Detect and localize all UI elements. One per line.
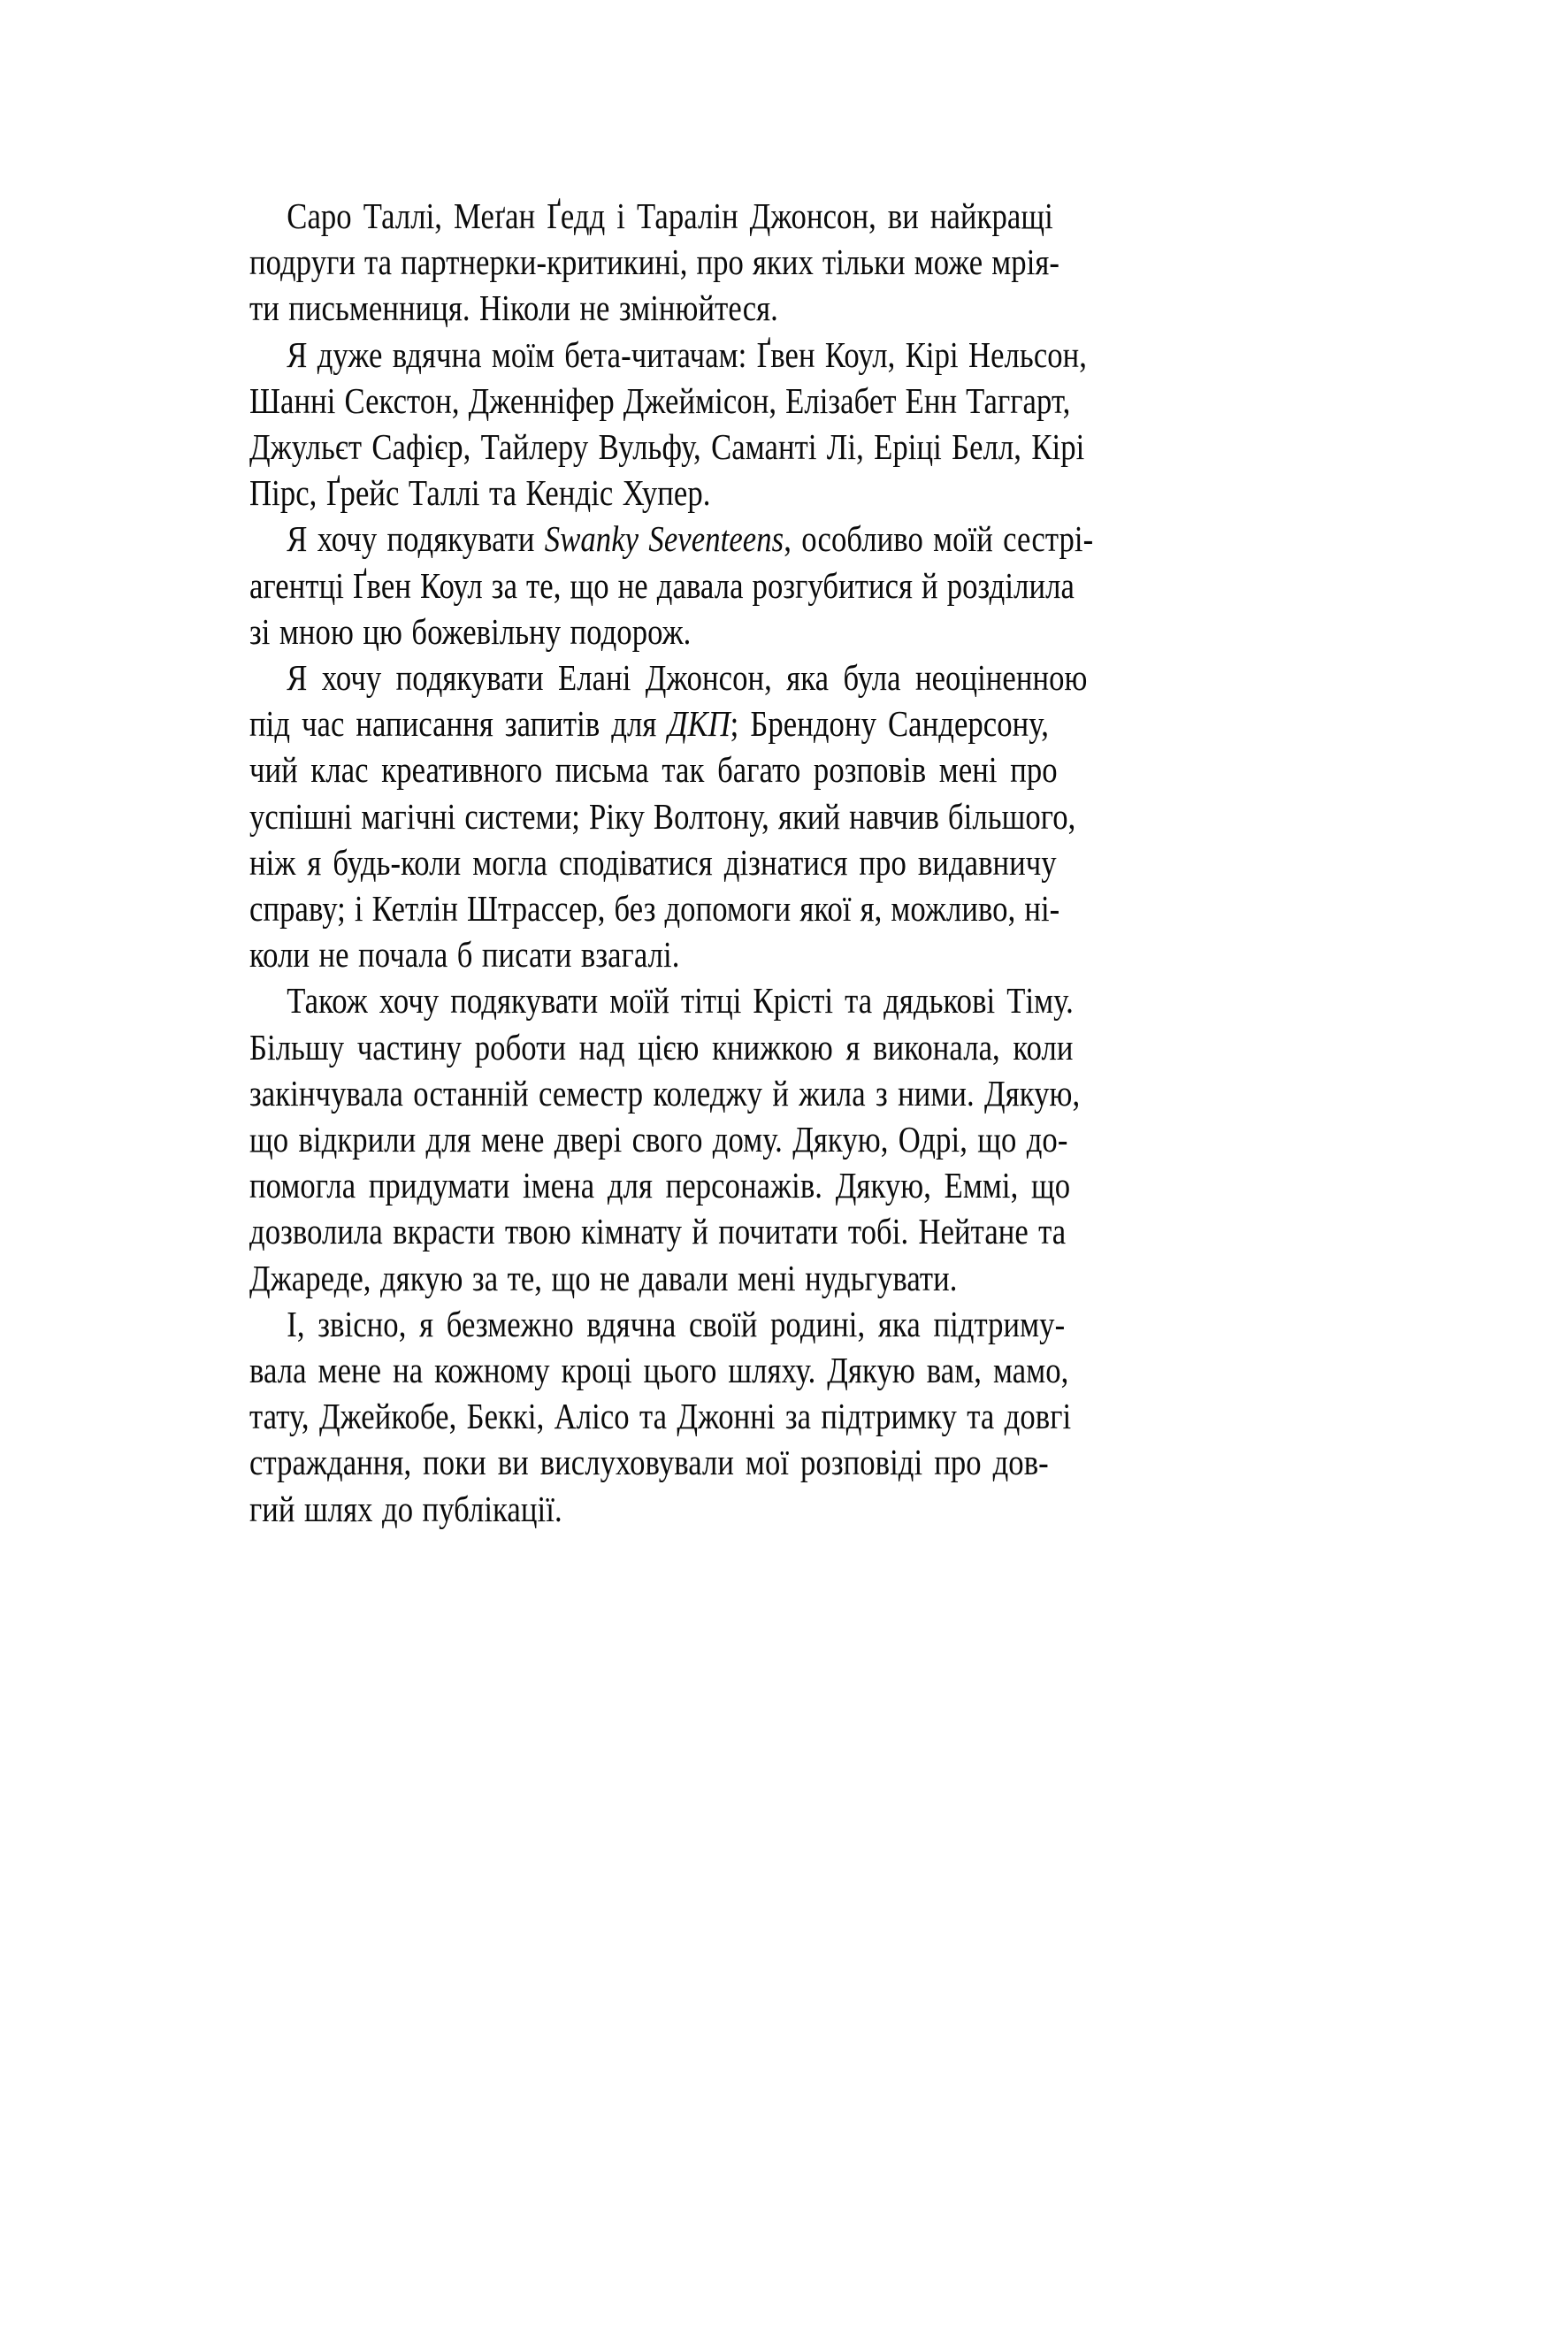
paragraph [249, 654, 1319, 977]
text-line: коли не почала б писати взагалі. [249, 934, 680, 976]
text-line: що відкрили для мене двері свого дому. Дякую, Одрі, що до- [249, 1119, 1068, 1160]
acknowledgements-text-block [249, 193, 1319, 1532]
text-line: гий шлях до публікації. [249, 1488, 562, 1529]
italic-phrase: Swanky Seventeens [544, 518, 784, 560]
text-line: дозволила вкрасти твою кімнату й почитати тобі. Нейтане та [249, 1211, 1067, 1252]
text-line: Саро Таллі, Меґан Ґедд і Таралін Джонсон, ви найкращі [287, 195, 1053, 236]
text-line: під час написання запитів для ДКП; Брендону Сандерсону, [249, 703, 1049, 745]
text-line: страждання, поки ви вислуховували мої розповіді про дов- [249, 1442, 1049, 1483]
text-line: закінчувала останній семестр коледжу й жила з ними. Дякую, [249, 1072, 1081, 1114]
text-line: помогла придумати імена для персонажів. Дякую, Еммі, що [249, 1165, 1071, 1206]
paragraph [249, 193, 1319, 332]
text-line: Також хочу подякувати моїй тітці Крісті та дядькові Тіму. [287, 980, 1074, 1022]
text-line: І, звісно, я безмежно вдячна своїй родині, яка підтриму- [287, 1303, 1066, 1344]
text-line: агентці Ґвен Коул за те, що не давала розгубитися й розділила [249, 564, 1075, 606]
text-line: Джареде, дякую за те, що не давали мені нудьгувати. [249, 1257, 958, 1298]
text-line: справу; і Кетлін Штрассер, без допомоги якої я, можливо, ні- [249, 888, 1060, 930]
text-line: ніж я будь-коли могла сподіватися дізнатися про видавничу [249, 841, 1057, 883]
text-line: зі мною цю божевільну подорож. [249, 610, 692, 652]
text-line: Шанні Секстон, Дженніфер Джеймісон, Елізабет Енн Таггарт, [249, 379, 1071, 421]
text-line: успішні магічні системи; Ріку Волтону, який навчив більшого, [249, 795, 1076, 837]
italic-phrase: ДКП [668, 703, 730, 745]
text-line: чий клас креативного письма так багато розповів мені про [249, 749, 1058, 791]
text-line: Я хочу подякувати Swanky Seventeens, особливо моїй сестрі- [287, 518, 1094, 560]
text-line: подруги та партнерки-критикині, про яких тільки може мрія- [249, 241, 1060, 283]
paragraph [249, 332, 1319, 517]
paragraph [249, 977, 1319, 1300]
text-line: Джульєт Сафієр, Тайлеру Вульфу, Саманті Лі, Еріці Белл, Кірі [249, 426, 1085, 468]
text-line: вала мене на кожному кроці цього шляху. Дякую вам, мамо, [249, 1350, 1069, 1391]
text-line: Пірс, Ґрейс Таллі та Кендіс Хупер. [249, 472, 711, 514]
text-line: Я хочу подякувати Елані Джонсон, яка була неоціненною [287, 657, 1088, 699]
text-line: ти письменниця. Ніколи не змінюйтеся. [249, 287, 778, 329]
text-line: Більшу частину роботи над цією книжкою я виконала, коли [249, 1026, 1074, 1068]
paragraph [249, 516, 1319, 654]
text-line: тату, Джейкобе, Беккі, Алісо та Джонні за підтримку та довгі [249, 1396, 1072, 1437]
paragraph [249, 1301, 1319, 1532]
text-line: Я дуже вдячна моїм бета-читачам: Ґвен Коул, Кірі Нельсон, [287, 333, 1088, 375]
